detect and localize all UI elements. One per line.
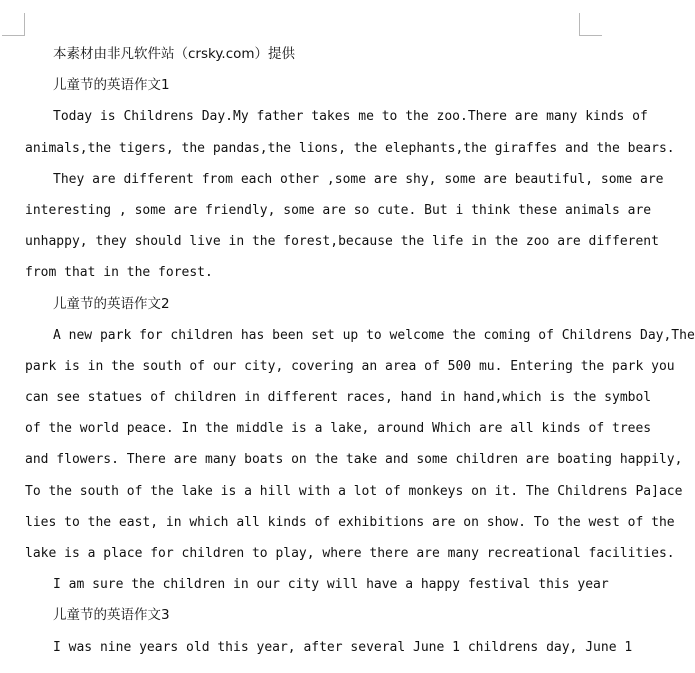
essay-2-line: of the world peace. In the middle is a lake, around Which are all kinds of trees	[25, 421, 652, 437]
document-body	[25, 39, 695, 663]
essay-2-line: can see statues of children in different races, hand in hand,which is the symbol	[25, 390, 652, 406]
essay-3-line: I was nine years old this year, after several June 1 childrens day, June 1	[53, 639, 633, 655]
essay-2-line: To the south of the lake is a hill with a lot of monkeys on it. The Childrens Pa]ace	[25, 483, 683, 499]
source-note: 本素材由非凡软件站（crsky.com）提供	[53, 46, 296, 62]
essay-1-line: from that in the forest.	[25, 265, 213, 281]
essay-2-heading: 儿童节的英语作文2	[53, 295, 170, 312]
essay-2-line: I am sure the children in our city will have a happy festival this year	[53, 577, 609, 593]
essay-2-line: park is in the south of our city, covering an area of 500 mu. Entering the park you	[25, 358, 675, 374]
essay-1-heading: 儿童节的英语作文1	[53, 77, 170, 94]
essay-1-line: They are different from each other ,some are shy, some are beautiful, some are	[53, 171, 664, 187]
essay-2-line: A new park for children has been set up to welcome the coming of Childrens Day,The	[53, 327, 695, 343]
essay-1-line: animals,the tigers, the pandas,the lions, the elephants,the giraffes and the bears.	[25, 140, 675, 156]
essay-2-line: lake is a place for children to play, where there are many recreational facilities.	[25, 546, 675, 561]
essay-1-line: interesting , some are friendly, some are so cute. But i think these animals are	[25, 202, 652, 218]
page-corner-mark-top-right	[579, 13, 602, 36]
page-corner-mark-top-left	[2, 13, 25, 36]
essay-2-line: and flowers. There are many boats on the take and some children are boating happily,	[25, 452, 683, 468]
essay-3-heading: 儿童节的英语作文3	[53, 607, 170, 624]
essay-1-line: unhappy, they should live in the forest,because the life in the zoo are different	[25, 234, 659, 250]
essay-1-line: Today is Childrens Day.My father takes me to the zoo.There are many kinds of	[53, 109, 648, 125]
essay-2-line: lies to the east, in which all kinds of exhibitions are on show. To the west of the	[25, 514, 675, 530]
